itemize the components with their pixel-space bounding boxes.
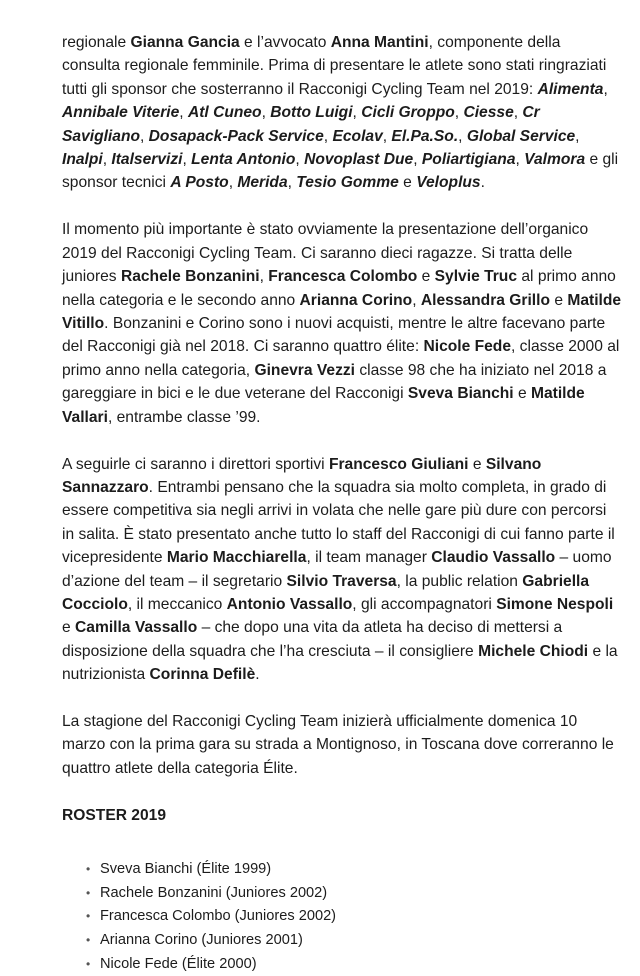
text-run: ,	[454, 104, 464, 122]
text-run: La stagione del Racconigi Cycling Team inizierà ufficialmente domenica 10 marzo con la prima gara su strada a Montignoso, in Toscana dove correranno le quattro atlete della categoria Élite.	[62, 713, 614, 777]
text-run: , la public relation	[396, 572, 523, 590]
text-run: e	[550, 291, 568, 309]
text-run: e	[417, 268, 435, 286]
bold-name: Sveva Bianchi	[407, 385, 514, 403]
article-body	[62, 31, 622, 976]
text-run: ,	[352, 104, 362, 122]
sponsor-name: Alimenta	[537, 80, 604, 98]
text-run: ,	[575, 127, 580, 145]
text-run: , gli accompagnatori	[352, 595, 497, 613]
bold-name: Gianna Gancia	[130, 34, 240, 51]
sponsor-name: Atl Cuneo	[187, 104, 262, 122]
text-run: , il team manager	[306, 549, 432, 567]
text-run: , il meccanico	[127, 595, 227, 613]
text-run: ,	[603, 80, 608, 98]
bold-name: Antonio Vassallo	[226, 595, 353, 613]
text-run: ,	[413, 151, 422, 169]
bold-name: Matilde Vitillo	[62, 291, 622, 332]
bullet-icon: •	[86, 885, 91, 900]
text-run: ,	[382, 127, 392, 145]
text-run: ,	[295, 151, 305, 169]
text-run: , classe 2000 al primo anno nella categoria,	[62, 338, 620, 379]
sponsor-name: Tesio Gomme	[296, 174, 399, 192]
text-run: ,	[323, 127, 333, 145]
bold-name: Gabriella Cocciolo	[62, 572, 590, 613]
sponsor-name: Valmora	[524, 151, 586, 169]
roster-item	[86, 929, 622, 953]
text-run: ,	[287, 174, 297, 192]
sponsor-name: Lenta Antonio	[191, 151, 296, 169]
paragraph-staff	[62, 453, 622, 687]
text-run: – che dopo una vita da atleta ha deciso di mettersi a disposizione della squadra che l’ha cresciuta – il consigliere	[62, 619, 563, 660]
text-run: e	[398, 174, 417, 192]
text-run: ,	[182, 151, 192, 169]
roster-item	[86, 858, 622, 882]
text-run: , entrambe classe ’99.	[107, 408, 261, 426]
bullet-icon: •	[86, 932, 91, 947]
text-run: e la nutrizionista	[62, 642, 618, 684]
text-run: , componente della consulta regionale femminile. Prima di presentare le atlete sono stati ringraziati tutti gli sponsor che sosterranno il Racconigi Cycling Team nel 2019:	[62, 34, 607, 98]
text-run: e	[468, 455, 486, 473]
text-run: . Entrambi pensano che la squadra sia molto completa, in grado di essere competitiva sia negli arrivi in volata che nelle gare più dure con percorsi in salita. È stato presentato anche tutto lo staff del Racconigi di cui fanno parte il vicepresidente	[62, 478, 615, 567]
sponsor-name: Cicli Groppo	[361, 104, 455, 122]
text-run: regionale	[62, 34, 131, 51]
text-run: e gli sponsor tecnici	[62, 151, 619, 192]
text-run: .	[255, 666, 260, 684]
paragraph-sponsors	[62, 31, 622, 195]
sponsor-name: Ecolav	[332, 127, 383, 145]
text-run: ,	[412, 291, 421, 309]
bold-name: Alessandra Grillo	[420, 291, 550, 309]
bold-name: Corinna Defilè	[149, 666, 256, 684]
sponsor-name: Botto Luigi	[270, 104, 353, 122]
text-run: ,	[259, 268, 269, 286]
sponsor-name: A Posto	[170, 174, 229, 192]
bold-name: Rachele Bonzanini	[120, 268, 260, 286]
text-run: e	[62, 619, 76, 637]
sponsor-name: Poliartigiana	[421, 151, 516, 169]
sponsor-name: Inalpi	[62, 151, 103, 169]
text-run: ,	[228, 174, 238, 192]
roster-item-label: Arianna Corino (Juniores 2001)	[100, 931, 303, 948]
roster-item	[86, 882, 622, 906]
paragraph-season-start	[62, 710, 622, 780]
sponsor-name: Merida	[237, 174, 288, 192]
bold-name: Sylvie Truc	[434, 268, 518, 286]
text-run: Il momento più importante è stato ovviamente la presentazione dell’organico 2019 del Racconigi Cycling Team. Ci saranno dieci ragazze. Si tratta delle juniores	[62, 221, 589, 286]
text-run: ,	[179, 104, 188, 122]
bold-name: Claudio Vassallo	[431, 549, 556, 567]
roster-item-label: Francesca Colombo (Juniores 2002)	[100, 908, 337, 925]
sponsor-name: Cr Savigliano	[62, 104, 540, 145]
text-run: A seguirle ci saranno i direttori sportivi	[62, 455, 329, 473]
text-run: ,	[261, 104, 271, 122]
roster-item	[86, 905, 622, 929]
text-run: ,	[515, 151, 525, 169]
bold-name: Nicole Fede	[423, 338, 512, 356]
bold-name: Mario Macchiarella	[166, 549, 307, 567]
bullet-icon: •	[86, 909, 91, 924]
roster-list	[62, 858, 622, 976]
paragraph-team-roster	[62, 218, 622, 429]
sponsor-name: Novoplast Due	[304, 151, 414, 169]
sponsor-name: Dosapack-Pack Service	[148, 127, 324, 145]
bold-name: Francesca Colombo	[268, 268, 418, 286]
sponsor-name: Global Service	[466, 127, 576, 145]
sponsor-name: Veloplus	[416, 174, 481, 192]
text-run: al primo anno nella categoria e le secondo anno	[62, 268, 616, 309]
bold-name: Anna Mantini	[330, 34, 429, 51]
roster-item-label: Nicole Fede (Élite 2000)	[100, 955, 257, 972]
bold-name: Michele Chiodi	[478, 642, 589, 660]
bullet-icon: •	[86, 862, 91, 877]
text-run: e l’avvocato	[239, 34, 331, 51]
sponsor-name: Ciesse	[463, 104, 514, 122]
roster-item-label: Rachele Bonzanini (Juniores 2002)	[100, 884, 328, 901]
text-run: ,	[458, 127, 467, 145]
sponsor-name: Italservizi	[111, 151, 183, 169]
bold-name: Silvio Traversa	[286, 572, 397, 590]
text-run: .	[480, 174, 485, 192]
bullet-icon: •	[86, 956, 91, 971]
text-run: . Bonzanini e Corino sono i nuovi acquisti, mentre le altre facevano parte del Racconigi già nel 2018. Ci saranno quattro élite:	[62, 314, 606, 356]
text-run: ,	[102, 151, 112, 169]
bold-name: Arianna Corino	[299, 291, 413, 309]
bold-name: Matilde Vallari	[62, 385, 585, 426]
text-run: – uomo d’azione del team – il segretario	[62, 549, 612, 590]
bold-name: Silvano Sannazzaro	[62, 455, 542, 496]
roster-heading: ROSTER 2019	[62, 806, 167, 824]
text-run: classe 98 che ha iniziato nel 2018 a gareggiare in bici e le due veterane del Racconigi	[62, 361, 607, 403]
sponsor-name: El.Pa.So.	[391, 127, 459, 145]
roster-item	[86, 953, 622, 976]
bold-name: Simone Nespoli	[496, 595, 614, 613]
bold-name: Ginevra Vezzi	[254, 361, 355, 379]
bold-name: Francesco Giuliani	[328, 455, 469, 473]
sponsor-name: Annibale Viterie	[62, 104, 180, 122]
text-run: ,	[513, 104, 523, 122]
text-run: e	[513, 385, 531, 403]
roster-item-label: Sveva Bianchi (Élite 1999)	[100, 861, 272, 878]
text-run: ,	[140, 127, 149, 145]
bold-name: Camilla Vassallo	[75, 619, 198, 637]
